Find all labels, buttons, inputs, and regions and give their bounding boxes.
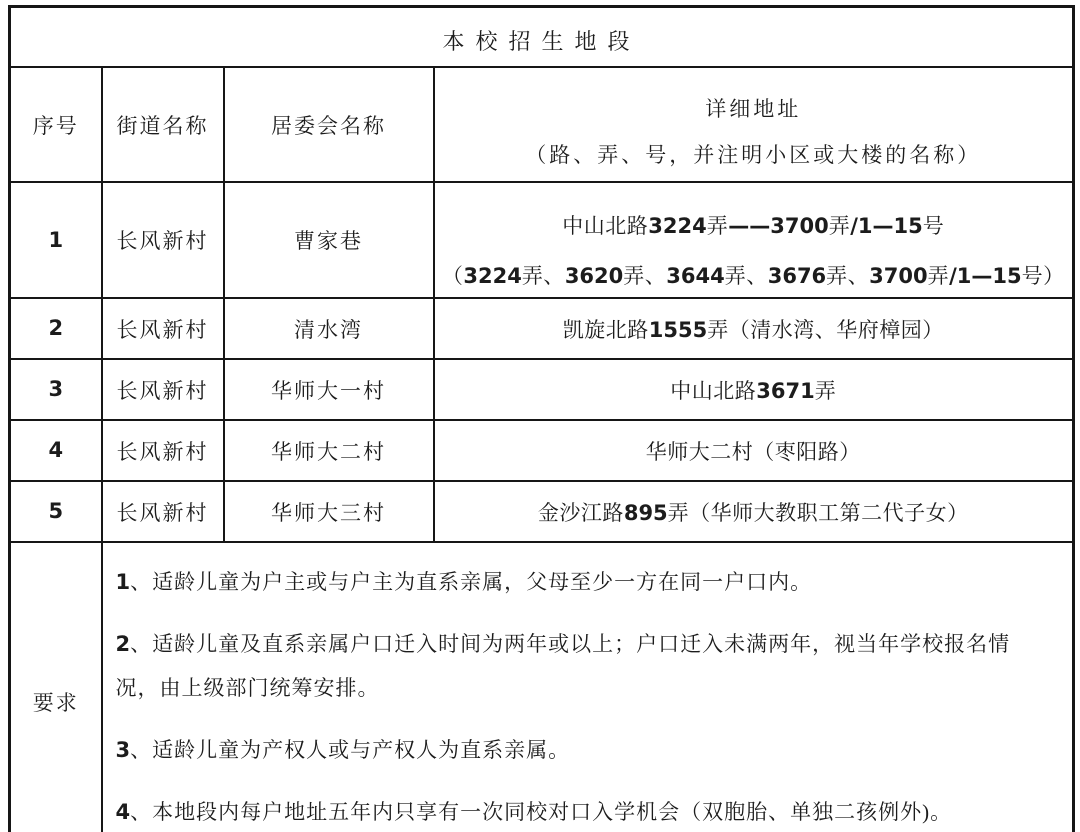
cell-committee: 曹家巷	[224, 182, 434, 298]
cell-street: 长风新村	[102, 182, 224, 298]
cell-serial: 3	[10, 359, 102, 420]
requirement-item: 2、适龄儿童及直系亲属户口迁入时间为两年或以上；户口迁入未满两年，视当年学校报名情况，由上级部门统筹安排。	[115, 632, 1011, 700]
requirement-item: 4、本地段内每户地址五年内只享有一次同校对口入学机会（双胞胎、单独二孩例外)。	[115, 800, 953, 824]
enrollment-district-table	[8, 5, 1075, 832]
requirements-row	[10, 542, 1074, 832]
address-line: （3224弄、3620弄、3644弄、3676弄、3700弄/1—15号）	[441, 264, 1065, 288]
requirements-label: 要求	[10, 542, 102, 832]
header-address-note: （路、弄、号，并注明小区或大楼的名称）	[525, 143, 982, 167]
table-row	[10, 182, 1074, 298]
cell-address: 金沙江路895弄（华师大教职工第二代子女）	[434, 481, 1074, 542]
cell-serial: 4	[10, 420, 102, 481]
header-address	[434, 67, 1074, 182]
cell-street: 长风新村	[102, 420, 224, 481]
requirement-item: 1、适龄儿童为户主或与户主为直系亲属，父母至少一方在同一户口内。	[115, 570, 813, 594]
cell-address: 中山北路3671弄	[434, 359, 1074, 420]
requirement-item: 3、适龄儿童为产权人或与产权人为直系亲属。	[115, 738, 571, 762]
cell-serial: 5	[10, 481, 102, 542]
cell-street: 长风新村	[102, 298, 224, 359]
cell-street: 长风新村	[102, 359, 224, 420]
table-row	[10, 359, 1074, 420]
cell-committee: 华师大一村	[224, 359, 434, 420]
cell-serial: 2	[10, 298, 102, 359]
header-committee: 居委会名称	[224, 67, 434, 182]
header-serial: 序号	[10, 67, 102, 182]
header-row	[10, 67, 1074, 182]
table-row	[10, 420, 1074, 481]
cell-address: 凯旋北路1555弄（清水湾、华府樟园）	[434, 298, 1074, 359]
cell-address	[434, 182, 1074, 298]
cell-committee: 华师大三村	[224, 481, 434, 542]
header-address-title: 详细地址	[705, 97, 802, 121]
requirements-content	[102, 542, 1074, 832]
cell-address: 华师大二村（枣阳路）	[434, 420, 1074, 481]
header-street: 街道名称	[102, 67, 224, 182]
table-row	[10, 481, 1074, 542]
address-line: 中山北路3224弄——3700弄/1—15号	[562, 214, 945, 238]
table-row	[10, 298, 1074, 359]
table-title: 本校招生地段	[10, 7, 1074, 68]
cell-serial: 1	[10, 182, 102, 298]
cell-committee: 华师大二村	[224, 420, 434, 481]
title-row	[10, 7, 1074, 68]
cell-committee: 清水湾	[224, 298, 434, 359]
cell-street: 长风新村	[102, 481, 224, 542]
